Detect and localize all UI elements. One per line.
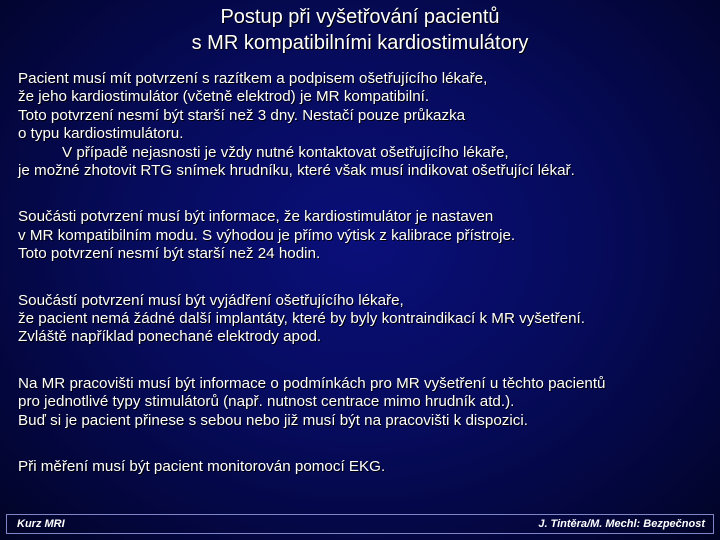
paragraph-line: v MR kompatibilním modu. S výhodou je přímo výtisk z kalibrace přístroje. xyxy=(18,226,516,244)
paragraph-ekg xyxy=(18,458,714,476)
paragraph-line: V případě nejasnosti je vždy nutné kontaktovat ošetřujícího lékaře, xyxy=(62,143,509,161)
footer-authors: J. Tintěra/M. Mechl: Bezpečnost xyxy=(538,518,705,530)
paragraph-mr-mode xyxy=(18,208,714,263)
paragraph-line: Toto potvrzení nesmí být starší než 3 dny. Nestačí pouze průkazka xyxy=(18,106,466,124)
paragraph-line: Součásti potvrzení musí být informace, že kardiostimulátor je nastaven xyxy=(18,208,494,226)
paragraph-line: že pacient nemá žádné další implantáty, které by byly kontraindikací k MR vyšetření. xyxy=(18,310,585,328)
slide-title-line-2: s MR kompatibilními kardiostimulátory xyxy=(191,32,529,54)
slide-title-line-1: Postup při vyšetřování pacientů xyxy=(220,6,500,28)
paragraph-line: Na MR pracovišti musí být informace o podmínkách pro MR vyšetření u těchto pacientů xyxy=(18,374,606,392)
paragraph-line: Při měření musí být pacient monitorován pomocí EKG. xyxy=(18,458,386,476)
paragraph-line: Buď si je pacient přinese s sebou nebo již musí být na pracovišti k dispozici. xyxy=(18,411,528,429)
paragraph-line: Pacient musí mít potvrzení s razítkem a podpisem ošetřujícího lékaře, xyxy=(18,70,488,87)
paragraph-confirmation xyxy=(18,70,714,180)
paragraph-line: je možné zhotovit RTG snímek hrudníku, které však musí indikovat ošetřující lékař. xyxy=(18,162,575,180)
footer-course-name: Kurz MRI xyxy=(17,518,65,530)
paragraph-implants xyxy=(18,292,714,347)
paragraph-line: Toto potvrzení nesmí být starší než 24 hodin. xyxy=(18,245,321,263)
paragraph-line: Zvláště například ponechané elektrody apod. xyxy=(18,328,322,346)
paragraph-line: o typu kardiostimulátoru. xyxy=(18,125,184,143)
paragraph-line: Součástí potvrzení musí být vyjádření ošetřujícího lékaře, xyxy=(18,291,404,309)
slide-body xyxy=(18,70,714,505)
paragraph-workplace-info xyxy=(18,375,714,430)
paragraph-line: pro jednotlivé typy stimulátorů (např. nutnost centrace mimo hrudník atd.). xyxy=(18,393,515,411)
paragraph-line: že jeho kardiostimulátor (včetně elektrod) je MR kompatibilní. xyxy=(18,88,430,106)
slide-footer xyxy=(6,514,714,534)
slide-title xyxy=(0,4,720,56)
